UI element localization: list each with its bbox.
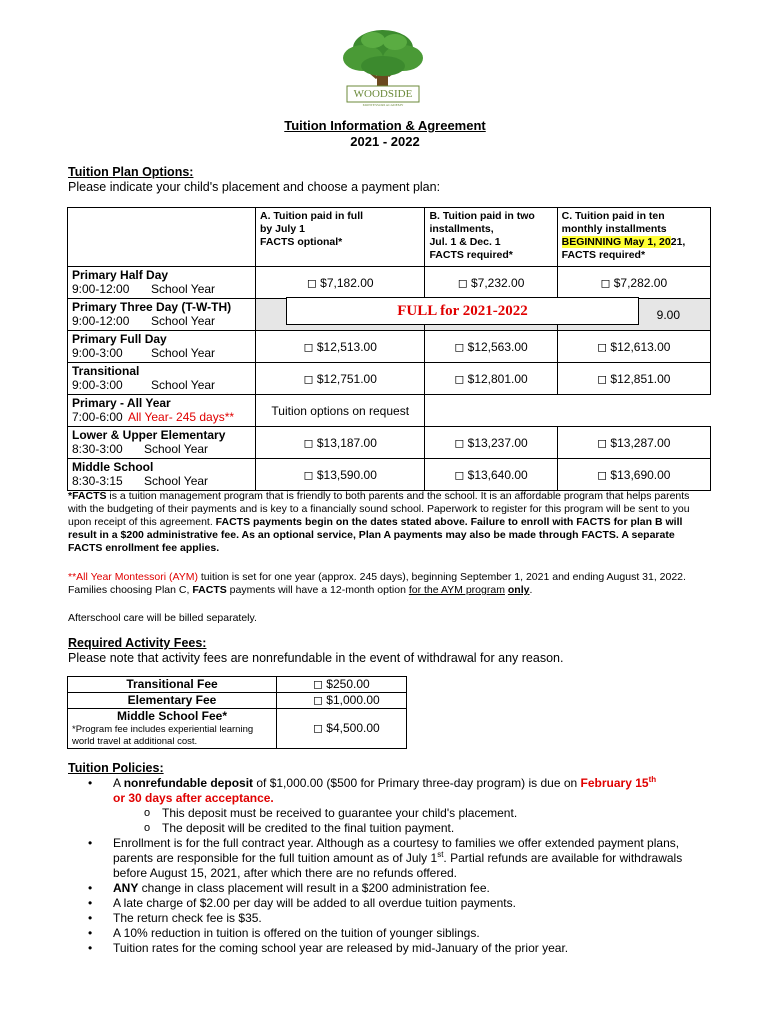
- plan-c-checkbox[interactable]: ◻ $12,613.00: [557, 331, 710, 363]
- page-title: Tuition Information & Agreement: [284, 118, 486, 133]
- policies-heading: Tuition Policies:: [68, 761, 164, 775]
- afterschool-note: Afterschool care will be billed separately.: [68, 612, 257, 624]
- list-item: • Enrollment is for the full contract year. Although as a courtesy to families we offer extended payment plans, parents are responsible for the full tuition amount as of July 1st. Partial refunds are available for withdrawals before August 15, 2021, after which there are no refunds offered.: [88, 836, 708, 881]
- logo-name: WOODSIDE: [353, 88, 413, 100]
- plan-b-checkbox[interactable]: ◻ $12,801.00: [425, 363, 557, 395]
- tuition-table: [67, 207, 711, 491]
- table-row: Middle School Fee* *Program fee includes experiential learning world travel at additional cost. ◻ $4,500.00: [68, 709, 407, 749]
- table-row: Transitional 9:00-3:00 School Year ◻ $12,751.00 ◻ $12,801.00 ◻ $12,851.00: [68, 363, 711, 395]
- plan-c-checkbox[interactable]: ◻ $12,851.00: [557, 363, 710, 395]
- elementary-fee-checkbox[interactable]: ◻ $1,000.00: [277, 693, 407, 709]
- highlighted-start-date: BEGINNING May 1, 20: [561, 236, 671, 248]
- table-row: Primary Full Day 9:00-3:00 School Year ◻ $12,513.00 ◻ $12,563.00 ◻ $12,613.00: [68, 331, 711, 363]
- list-item: • A 10% reduction in tuition is offered on the tuition of younger siblings.: [88, 926, 708, 941]
- plan-b-checkbox[interactable]: ◻ $12,563.00: [425, 331, 557, 363]
- plan-a-checkbox[interactable]: ◻ $12,751.00: [256, 363, 425, 395]
- plan-c-checkbox[interactable]: ◻ $13,690.00: [557, 459, 710, 491]
- plan-a-header: A. Tuition paid in full by July 1 FACTS optional*: [256, 208, 425, 267]
- plan-b-checkbox[interactable]: ◻ $7,232.00: [425, 267, 557, 299]
- plan-a-checkbox[interactable]: ◻ $7,182.00: [256, 267, 425, 299]
- tuition-options-note: Tuition options on request: [256, 395, 425, 427]
- tree-icon: [343, 30, 423, 92]
- table-row: Primary Half Day 9:00-12:00 School Year ◻ $7,182.00 ◻ $7,232.00 ◻ $7,282.00: [68, 267, 711, 299]
- table-row: Elementary Fee ◻ $1,000.00: [68, 693, 407, 709]
- table-row: Transitional Fee ◻ $250.00: [68, 677, 407, 693]
- plan-a-checkbox[interactable]: ◻ $12,513.00: [256, 331, 425, 363]
- plan-a-checkbox[interactable]: ◻ $13,187.00: [256, 427, 425, 459]
- list-item: • A nonrefundable deposit of $1,000.00 ($500 for Primary three-day program) is due on February 15th or 30 days after acceptance. o This deposit must be received to guarantee your child's placement. o The deposit will be credited to the final tuition payment.: [88, 776, 708, 836]
- transitional-fee-checkbox[interactable]: ◻ $250.00: [277, 677, 407, 693]
- table-row: Primary Three Day (T-W-TH) 9:00-12:00 School Year 9.00: [68, 299, 711, 331]
- header-blank-cell: [68, 208, 256, 267]
- plan-c-checkbox: 9.00: [557, 299, 710, 331]
- list-item: • The return check fee is $35.: [88, 911, 708, 926]
- middle-school-fee-checkbox[interactable]: ◻ $4,500.00: [277, 709, 407, 749]
- table-row: Middle School 8:30-3:15 School Year ◻ $13,590.00 ◻ $13,640.00 ◻ $13,690.00: [68, 459, 711, 491]
- list-item: • ANY change in class placement will result in a $200 administration fee.: [88, 881, 708, 896]
- table-row: Primary - All Year 7:00-6:00 All Year- 245 days** Tuition options on request: [68, 395, 711, 427]
- table-row: Lower & Upper Elementary 8:30-3:00 School Year ◻ $13,187.00 ◻ $13,237.00 ◻ $13,287.00: [68, 427, 711, 459]
- policies-list: [88, 776, 708, 956]
- fees-subtitle: Please note that activity fees are nonrefundable in the event of withdrawal for any reason.: [68, 651, 564, 665]
- aym-paragraph: **All Year Montessori (AYM) tuition is set for one year (approx. 245 days), beginning September 1, 2021 and ending August 31, 2022. Families choosing Plan C, FACTS payments will have a 12-month option for the AYM program only.: [68, 571, 686, 596]
- fee-footnote: *Program fee includes experiential learning world travel at additional cost.: [72, 724, 254, 747]
- plan-c-header: C. Tuition paid in ten monthly installments BEGINNING May 1, 2021, FACTS required*: [557, 208, 710, 267]
- plan-options-subtitle: Please indicate your child's placement and choose a payment plan:: [68, 180, 441, 194]
- plan-b-header: B. Tuition paid in two installments, Jul. 1 & Dec. 1 FACTS required*: [425, 208, 557, 267]
- list-item: • A late charge of $2.00 per day will be added to all overdue tuition payments.: [88, 896, 708, 911]
- school-year: 2021 - 2022: [350, 134, 420, 149]
- plan-c-checkbox[interactable]: ◻ $13,287.00: [557, 427, 710, 459]
- plan-b-checkbox[interactable]: ◻ $13,640.00: [425, 459, 557, 491]
- list-item: o This deposit must be received to guarantee your child's placement.: [140, 806, 708, 821]
- fees-table: [67, 676, 407, 749]
- plan-b-checkbox[interactable]: ◻ $13,237.00: [425, 427, 557, 459]
- full-notice-box: FULL for 2021-2022: [286, 297, 639, 325]
- tuition-table-header: [68, 208, 711, 267]
- plan-c-checkbox[interactable]: ◻ $7,282.00: [557, 267, 710, 299]
- list-item: o The deposit will be credited to the final tuition payment.: [140, 821, 708, 836]
- plan-options-heading: Tuition Plan Options:: [68, 165, 194, 179]
- logo-sub: MONTESSORI ACADEMY: [362, 103, 404, 107]
- fees-heading: Required Activity Fees:: [68, 636, 207, 650]
- woodside-logo: [333, 26, 433, 108]
- plan-a-checkbox[interactable]: ◻ $13,590.00: [256, 459, 425, 491]
- facts-paragraph: *FACTS is a tuition management program that is friendly to both parents and the school. It is an affordable program that helps parents with the budgeting of their payments and is key to a financially sound school. Paperwork to register for this program will be sent to you upon receipt of this agreement. FACTS payments begin on the dates stated above. Failure to enroll with FACTS for plan B will result in a $200 administrative fee. As an optional service, Plan A payments may also be made through FACTS. A separate FACTS enrollment fee applies.: [68, 490, 690, 554]
- list-item: • Tuition rates for the coming school year are released by mid-January of the prior year.: [88, 941, 708, 956]
